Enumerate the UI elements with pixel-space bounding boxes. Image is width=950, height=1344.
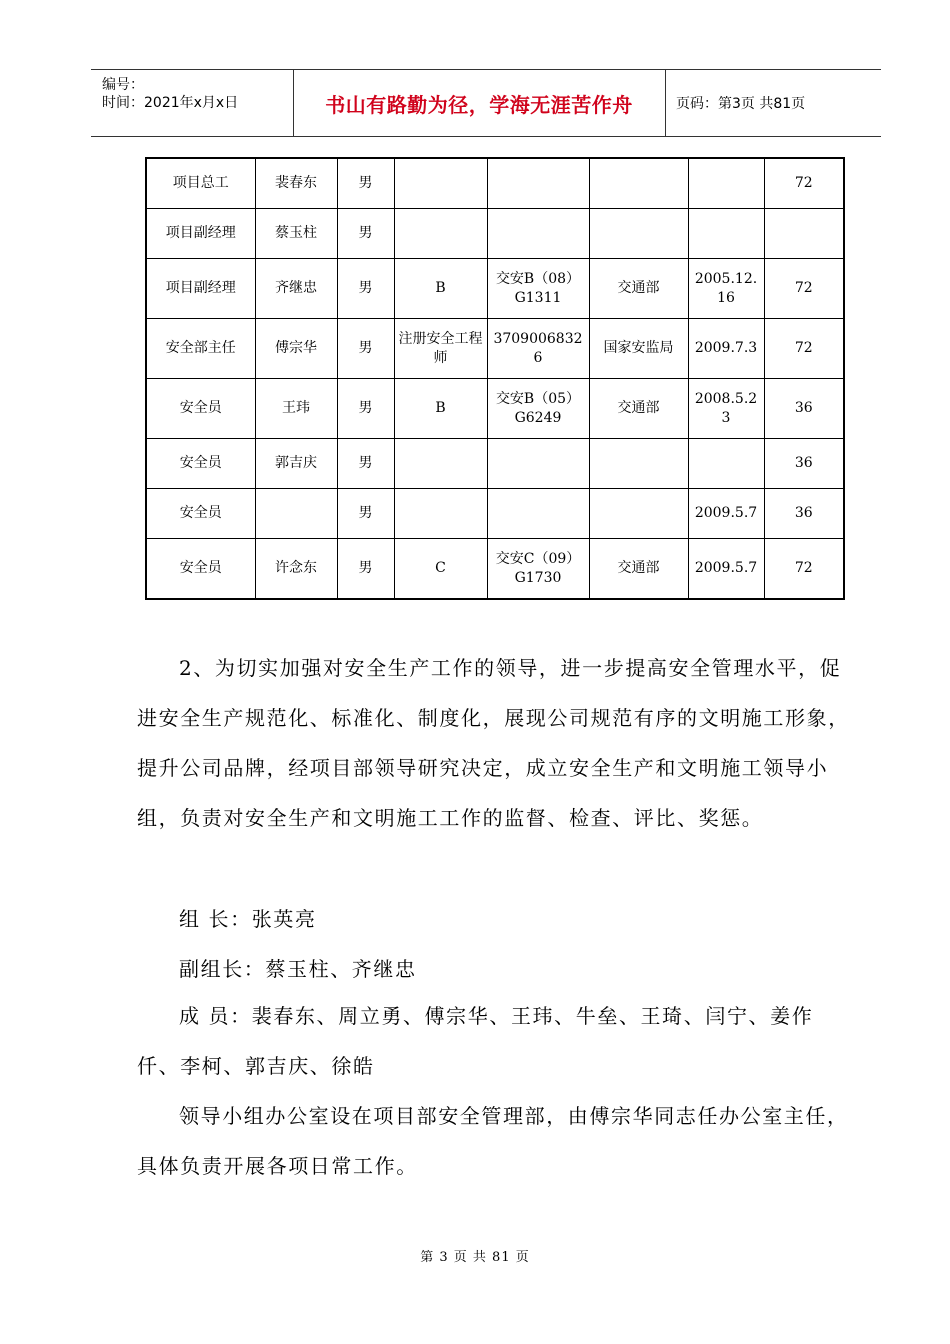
table-row bbox=[146, 319, 844, 379]
cell-grade bbox=[394, 489, 487, 539]
cell-grade bbox=[394, 439, 487, 489]
cell-position: 安全员 bbox=[146, 489, 255, 539]
cell-hours: 72 bbox=[764, 259, 844, 319]
cell-gender: 男 bbox=[337, 489, 394, 539]
cell-issue-date: 2009.7.3 bbox=[688, 319, 764, 379]
cell-hours: 72 bbox=[764, 539, 844, 600]
page-header bbox=[91, 69, 881, 137]
cell-issuer: 交通部 bbox=[589, 259, 688, 319]
cell-certificate-no: 交安B（05）G6249 bbox=[487, 379, 589, 439]
cell-name: 傅宗华 bbox=[255, 319, 337, 379]
header-page-cell bbox=[666, 70, 881, 136]
cell-certificate-no bbox=[487, 158, 589, 209]
cell-issue-date bbox=[688, 158, 764, 209]
cell-hours: 72 bbox=[764, 158, 844, 209]
cell-name: 齐继忠 bbox=[255, 259, 337, 319]
cell-position: 项目副经理 bbox=[146, 259, 255, 319]
cell-gender: 男 bbox=[337, 439, 394, 489]
cell-gender: 男 bbox=[337, 379, 394, 439]
cell-name: 许念东 bbox=[255, 539, 337, 600]
cell-grade bbox=[394, 209, 487, 259]
serial-label: 编号： bbox=[102, 77, 144, 93]
cell-grade bbox=[394, 158, 487, 209]
table-row bbox=[146, 259, 844, 319]
cell-position: 安全员 bbox=[146, 539, 255, 600]
cell-issuer: 交通部 bbox=[589, 539, 688, 600]
safety-personnel-table bbox=[145, 157, 845, 600]
cell-gender: 男 bbox=[337, 539, 394, 600]
table-row bbox=[146, 439, 844, 489]
header-page-label: 页码：第3页 共81页 bbox=[676, 96, 806, 112]
cell-gender: 男 bbox=[337, 319, 394, 379]
cell-issue-date bbox=[688, 209, 764, 259]
cell-issuer bbox=[589, 489, 688, 539]
cell-issuer: 交通部 bbox=[589, 379, 688, 439]
table-row bbox=[146, 489, 844, 539]
header-motto-cell bbox=[293, 70, 666, 136]
cell-issue-date: 2008.5.23 bbox=[688, 379, 764, 439]
cell-gender: 男 bbox=[337, 158, 394, 209]
cell-position: 安全员 bbox=[146, 379, 255, 439]
table-row bbox=[146, 158, 844, 209]
office-paragraph: 领导小组办公室设在项目部安全管理部，由傅宗华同志任办公室主任，具体负责开展各项日常工作。 bbox=[137, 1104, 849, 1178]
members-paragraph: 成 员：裴春东、周立勇、傅宗华、王玮、牛垒、王琦、闫宁、姜作仟、李柯、郭吉庆、徐皓 bbox=[137, 1004, 814, 1078]
cell-issuer bbox=[589, 209, 688, 259]
table-row bbox=[146, 209, 844, 259]
paragraph-leadership-group: 2、为切实加强对安全生产工作的领导，进一步提高安全管理水平，促进安全生产规范化、标准化、制度化，展现公司规范有序的文明施工形象，提升公司品牌，经项目部领导研究决定，成立安全生产和文明施工领导小组，负责对安全生产和文明施工工作的监督、检查、评比、奖惩。 bbox=[137, 656, 850, 830]
cell-gender: 男 bbox=[337, 259, 394, 319]
header-motto: 书山有路勤为径，学海无涯苦作舟 bbox=[325, 92, 633, 117]
cell-certificate-no bbox=[487, 489, 589, 539]
cell-name: 王玮 bbox=[255, 379, 337, 439]
cell-hours: 36 bbox=[764, 379, 844, 439]
cell-issue-date: 2009.5.7 bbox=[688, 539, 764, 600]
cell-position: 安全部主任 bbox=[146, 319, 255, 379]
cell-name: 裴春东 bbox=[255, 158, 337, 209]
cell-issue-date: 2005.12.16 bbox=[688, 259, 764, 319]
table-row bbox=[146, 539, 844, 600]
cell-certificate-no bbox=[487, 209, 589, 259]
time-label: 时间：2021年x月x日 bbox=[102, 95, 239, 111]
cell-issuer bbox=[589, 158, 688, 209]
cell-certificate-no bbox=[487, 439, 589, 489]
table-body bbox=[146, 158, 844, 599]
cell-issuer bbox=[589, 439, 688, 489]
header-meta bbox=[91, 70, 294, 136]
cell-issue-date bbox=[688, 439, 764, 489]
cell-certificate-no: 交安C（09）G1730 bbox=[487, 539, 589, 600]
cell-name: 郭吉庆 bbox=[255, 439, 337, 489]
group-leader-line: 组 长：张英亮 bbox=[179, 907, 317, 931]
cell-gender: 男 bbox=[337, 209, 394, 259]
cell-hours bbox=[764, 209, 844, 259]
cell-certificate-no: 37090068326 bbox=[487, 319, 589, 379]
cell-issue-date: 2009.5.7 bbox=[688, 489, 764, 539]
page-footer: 第 3 页 共 81 页 bbox=[420, 1250, 530, 1265]
cell-grade: B bbox=[394, 259, 487, 319]
cell-hours: 72 bbox=[764, 319, 844, 379]
cell-grade: C bbox=[394, 539, 487, 600]
cell-position: 项目副经理 bbox=[146, 209, 255, 259]
cell-grade: 注册安全工程师 bbox=[394, 319, 487, 379]
cell-name bbox=[255, 489, 337, 539]
cell-hours: 36 bbox=[764, 439, 844, 489]
cell-name: 蔡玉柱 bbox=[255, 209, 337, 259]
cell-hours: 36 bbox=[764, 489, 844, 539]
cell-position: 安全员 bbox=[146, 439, 255, 489]
cell-issuer: 国家安监局 bbox=[589, 319, 688, 379]
cell-grade: B bbox=[394, 379, 487, 439]
deputy-leader-line: 副组长：蔡玉柱、齐继忠 bbox=[179, 957, 417, 981]
cell-certificate-no: 交安B（08）G1311 bbox=[487, 259, 589, 319]
cell-position: 项目总工 bbox=[146, 158, 255, 209]
table-row bbox=[146, 379, 844, 439]
